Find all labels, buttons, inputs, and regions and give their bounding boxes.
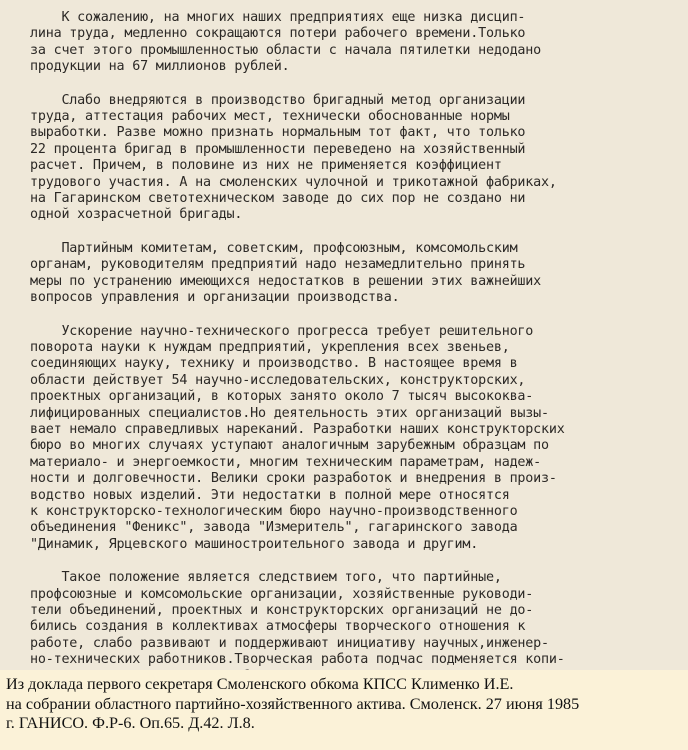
text-line: "Динамик, Ярцевского машиностроительного завода и другим.: [30, 536, 479, 552]
text-line: на Гагаринском светотехническом заводе до сих пор не создано ни: [30, 191, 526, 207]
text-line: Ускорение научно-технического прогресса требует решительного: [30, 323, 534, 339]
text-line: вает немало справедливых нареканий. Разработки наших конструкторских: [30, 421, 565, 437]
text-line: объединения "Феникс", завода "Измеритель", гагаринского завода: [30, 520, 518, 536]
text-line: соединяющих науку, технику и производство. В настоящее время в: [30, 356, 518, 372]
text-line: области действует 54 научно-исследовательских, конструкторских,: [30, 372, 526, 388]
text-line: ности и долговечности. Велики сроки разработок и внедрения в произ-: [30, 471, 557, 487]
text-line: материало- и энергоемкости, многим техническим параметрам, надеж-: [30, 454, 542, 470]
text-line: одной хозрасчетной бригады.: [30, 207, 243, 223]
caption-line: Из доклада первого секретаря Смоленского обкома КПСС Клименко И.Е.: [6, 675, 514, 693]
text-line: за счет этого промышленностью области с начала пятилетки недодано: [30, 42, 542, 58]
text-line: расчет. Причем, в половине из них не применяется коэффициент: [30, 158, 502, 174]
caption-line: г. ГАНИСО. Ф.Р-6. Оп.65. Д.42. Л.8.: [6, 714, 255, 733]
text-line: К сожалению, на многих наших предприятиях еще низка дисцип-: [30, 10, 526, 25]
paragraph-party-committees: [30, 241, 670, 307]
text-line: профсоюзные и комсомольские организации, хозяйственные руководи-: [30, 586, 534, 602]
text-line: вопросов управления и организации производства.: [30, 290, 400, 306]
text-line: Слабо внедряются в производство бригадный метод организации: [30, 92, 526, 108]
text-line: тели объединений, проектных и конструкторских организаций не до-: [30, 603, 534, 618]
text-line: бились создания в коллективах атмосферы творческого отношения к: [30, 619, 526, 635]
text-line: органам, руководителям предприятий надо незамедлительно принять: [30, 257, 526, 273]
text-line: бюро во многих случаях уступают аналогичным зарубежным образцам по: [30, 438, 549, 454]
caption-line: на собрании областного партийно-хозяйственного актива. Смоленск. 27 июня 1985: [6, 694, 580, 713]
text-line: Такое положение является следствием того, что партийные,: [30, 570, 502, 586]
text-line: продукции на 67 миллионов рублей.: [30, 59, 290, 75]
source-caption: [0, 670, 688, 750]
text-line: проектных организаций, в которых занято около 7 тысяч высококва-: [30, 389, 534, 405]
text-line: выработки. Разве можно признать нормальным тот факт, что только: [30, 125, 526, 141]
text-line: трудового участия. А на смоленских чулочной и трикотажной фабриках,: [30, 174, 557, 190]
paragraph-discipline: [30, 10, 670, 76]
text-line: 22 процента бригад в промышленности переведено на хозяйственный: [30, 141, 526, 157]
text-line: поворота науки к нуждам предприятий, укрепления всех звеньев,: [30, 339, 510, 355]
text-line: лина труда, медленно сокращаются потери рабочего времени.Только: [30, 26, 526, 42]
text-line: к конструкторско-технологическим бюро научно-производственного: [30, 503, 518, 519]
text-line: но-технических работников.Творческая работа подчас подменяется копи-: [30, 652, 565, 668]
text-line: работе, слабо развивают и поддерживают инициативу научных,инженер-: [30, 635, 549, 651]
paragraph-situation: [30, 570, 670, 670]
text-line: водство новых изделий. Эти недостатки в полной мере относятся: [30, 487, 510, 503]
paragraph-brigade-method: [30, 93, 670, 224]
text-line: меры по устранению имеющихся недостатков в решении этих важнейших: [30, 273, 542, 289]
text-line: лифицированных специалистов.Но деятельность этих организаций вызы-: [30, 405, 549, 421]
text-line: Партийным комитетам, советским, профсоюзным, комсомольским: [30, 240, 518, 256]
paragraph-scientific-progress: [30, 324, 670, 554]
text-line: труда, аттестация рабочих мест, технически обоснованные нормы: [30, 109, 510, 125]
